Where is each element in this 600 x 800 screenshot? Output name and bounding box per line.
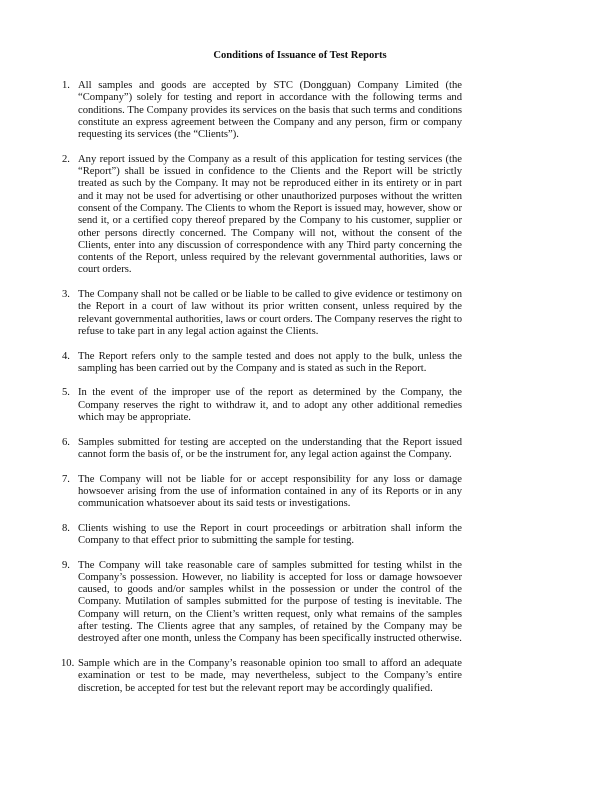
item-number: 8. <box>62 522 70 534</box>
item-text: All samples and goods are accepted by STC (Dongguan) Company Limited (the “Company”) solely for testing and report in accordance with the following terms and conditions. The Company provides its services on the basis that such terms and conditions constitute an express agreement between the Company and any person, firm or company requesting its services (the “Clients”). <box>78 80 462 141</box>
item-number: 3. <box>62 289 70 301</box>
item-text: The Company will not be liable for or accept responsibility for any loss or damage howsoever arising from the use of information contained in any of its Reports or in any communication whatsoever about its said tests or investigations. <box>78 473 462 510</box>
item-number: 7. <box>62 473 70 485</box>
item-number: 2. <box>62 153 70 165</box>
item-number: 9. <box>62 559 70 571</box>
condition-item <box>62 437 462 462</box>
item-number: 5. <box>62 387 70 399</box>
condition-item <box>62 80 462 141</box>
item-number: 4. <box>62 350 70 362</box>
condition-item <box>62 474 462 511</box>
condition-item <box>62 658 462 695</box>
condition-item <box>62 154 462 277</box>
document-title: Conditions of Issuance of Test Reports <box>213 50 387 61</box>
item-number: 6. <box>62 436 70 448</box>
item-number: 1. <box>62 80 70 91</box>
item-text: Sample which are in the Company’s reasonable opinion too small to afford an adequate examination or test to be made, may nevertheless, subject to the Company’s entire discretion, be accepted for test but the relevant report may be accordingly qualified. <box>78 657 462 694</box>
condition-item <box>62 387 462 424</box>
item-text: The Report refers only to the sample tested and does not apply to the bulk, unless the sampling has been carried out by the Company and is stated as such in the Report. <box>78 350 462 374</box>
item-text: The Company shall not be called or be liable to be called to give evidence or testimony on the Report in a court of law without its prior written consent, unless required by the relevant governmental authorities, laws or court orders. The Company reserves the right to refuse to take part in any legal action against the Clients. <box>78 289 463 337</box>
item-text: The Company will take reasonable care of samples submitted for testing whilst in the Company’s possession. However, no liability is accepted for loss or damage howsoever caused, to goods and/or samples whilst in the possession or under the control of the Company. Mutilation of samples submitted for the purpose of testing is inevitable. The Company will return, on the Client’s written request, only what remains of the samples after testing. The Clients agree that any samples, of retained by the Company may be destroyed after one month, unless the Company has been specifically instructed otherwise. <box>78 559 462 645</box>
item-number: 10. <box>61 657 75 669</box>
item-text: Any report issued by the Company as a result of this application for testing services (the “Report”) shall be issued in confidence to the Clients and the Report will be strictly treated as such by the Company. It may not be reproduced either in its entirety or in part and it may not be used for advertising or other unauthorized purposes without the written consent of the Company. The Clients to whom the Report is issued may, however, show or send it, or a certified copy thereof prepared by the Company to his customer, supplier or other persons directly concerned. The Company will not, without the consent of the Clients, enter into any discussion of correspondence with any Third party concerning the contents of the Report, unless required by the relevant governmental authorities, laws or court orders. <box>78 153 462 276</box>
condition-item <box>62 351 462 376</box>
conditions-list <box>62 80 462 707</box>
condition-item <box>62 289 462 338</box>
item-text: In the event of the improper use of the report as determined by the Company, the Company reserves the right to withdraw it, and to adopt any other additional remedies which may be appropriate. <box>78 387 462 424</box>
item-text: Samples submitted for testing are accepted on the understanding that the Report issued cannot form the basis of, or be the instrument for, any legal action against the Company. <box>78 436 462 460</box>
item-text: Clients wishing to use the Report in court proceedings or arbitration shall inform the Company to that effect prior to submitting the sample for testing. <box>78 522 462 546</box>
condition-item <box>62 523 462 548</box>
condition-item <box>62 560 462 646</box>
